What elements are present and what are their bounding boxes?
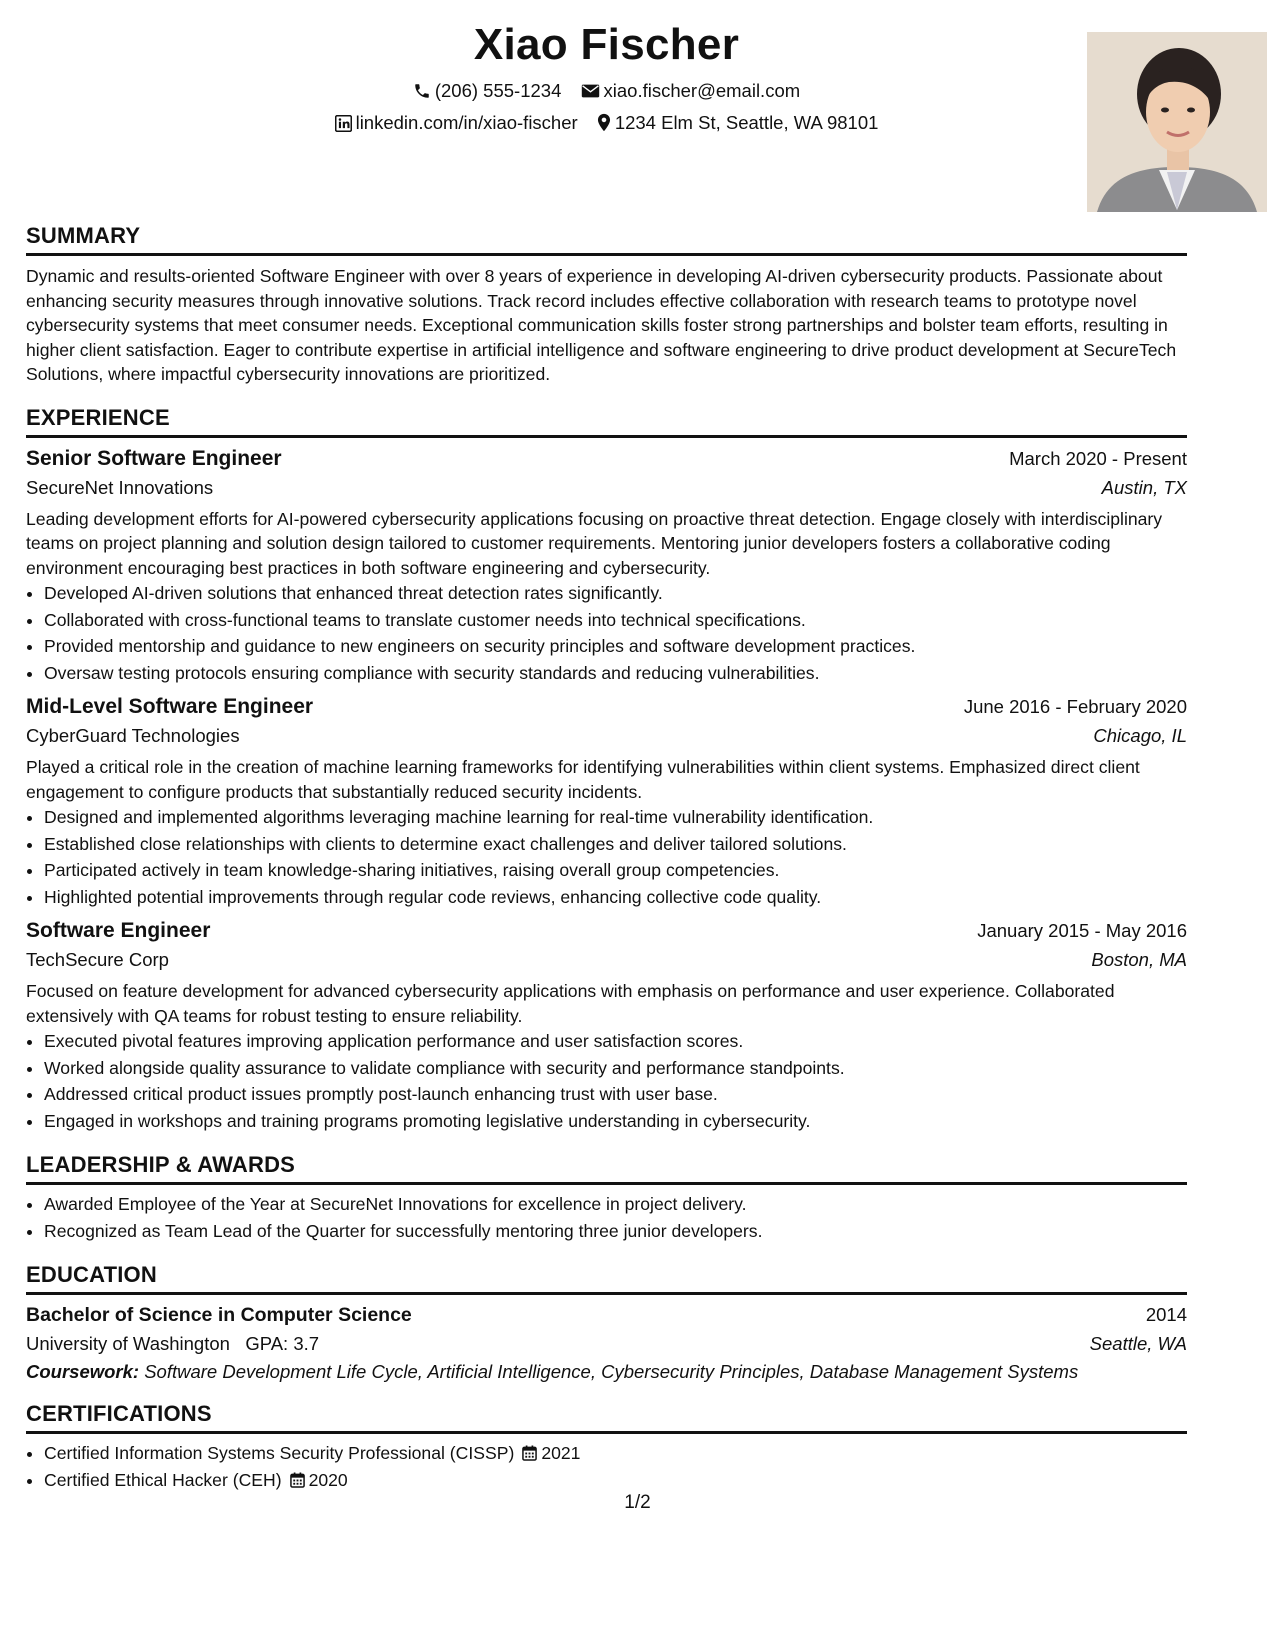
cert-year: 2021 [541,1443,581,1463]
job-entry [26,695,1187,910]
list-item: • Engaged in workshops and training programs promoting legislative understanding in cybersecurity. [44,1108,1187,1135]
contact-row-1 [26,80,1187,102]
certifications-heading: CERTIFICATIONS [26,1401,1187,1434]
degree-row [26,1304,1187,1327]
list-item: • Designed and implemented algorithms leveraging machine learning for real-time vulnerability identification. [44,804,1187,831]
job-title: Senior Software Engineer [26,446,282,470]
job-description: Leading development efforts for AI-powered cybersecurity applications focusing on proactive threat detection. Engage closely with interdisciplinary teams on project planning and solution design tailored to customer requirements. Mentoring junior developers fosters a collaborative coding environment encouraging best practices in both software engineering and cybersecurity. [26,508,1163,578]
summary-heading: SUMMARY [26,223,1187,256]
gpa: GPA: 3.7 [245,1333,320,1354]
leadership-list [26,1191,1187,1244]
education-heading: EDUCATION [26,1262,1187,1295]
job-company: TechSecure Corp [26,949,169,970]
list-item: • Recognized as Team Lead of the Quarter for successfully mentoring three junior developers. [44,1218,1187,1245]
contact-phone [413,80,562,102]
job-date: June 2016 - February 2020 [963,696,1187,717]
coursework-label: Coursework: [26,1361,140,1382]
job-company: CyberGuard Technologies [26,725,240,746]
profile-photo [1087,32,1267,212]
job-title: Mid-Level Software Engineer [26,695,314,718]
contact-row-2 [26,112,1187,134]
job-location: Austin, TX [1101,476,1187,498]
certifications-list [26,1440,1187,1493]
phone-text: (206) 555-1234 [434,80,562,101]
contact-linkedin[interactable] [335,112,578,134]
school-line [26,1333,319,1355]
linkedin-icon [335,115,352,132]
envelope-icon [581,82,600,100]
summary-text: Dynamic and results-oriented Software Engineer with over 8 years of experience in developing AI-driven cybersecurity products. Passionate about enhancing security measures through innovative solutions. Track record includes effective collaboration with research teams to prototype novel cybersecurity systems that meet consumer needs. Exceptional communication skills foster strong partnerships and bolster team efforts, resulting in higher client satisfaction. Eager to contribute expertise in artificial intelligence and software engineering to drive product development at SecureTech Solutions, where impactful cybersecurity innovations are prioritized. [26,266,1177,384]
graduation-year: 2014 [1145,1304,1187,1325]
resume-header [26,0,1187,205]
list-item: • Highlighted potential improvements through regular code reviews, enhancing collective code quality. [44,884,1187,911]
address-text: 1234 Elm St, Seattle, WA 98101 [614,112,879,133]
contact-email[interactable] [581,80,801,102]
calendar-icon [290,1472,305,1488]
school-location: Seattle, WA [1089,1333,1187,1354]
list-item [44,1440,1187,1467]
list-item: • Collaborated with cross-functional teams to translate customer needs into technical specifications. [44,607,1187,634]
job-title-row [26,919,1187,943]
leadership-heading: LEADERSHIP & AWARDS [26,1152,1187,1185]
page-number: 1/2 [624,1492,651,1513]
calendar-icon [522,1445,537,1461]
education-entry [26,1304,1187,1383]
experience-heading: EXPERIENCE [26,405,1187,438]
job-title: Software Engineer [26,919,211,942]
job-company-row [26,943,1187,971]
list-item: • Awarded Employee of the Year at SecureNet Innovations for excellence in project delivery. [44,1191,1187,1218]
job-date: March 2020 - Present [1009,447,1187,469]
school-name: University of Washington [26,1333,230,1354]
contact-address [597,112,879,134]
list-item: • Participated actively in team knowledge-sharing initiatives, raising overall group competencies. [44,857,1187,884]
list-item: • Executed pivotal features improving application performance and user satisfaction scores. [44,1028,1187,1055]
linkedin-text: linkedin.com/in/xiao-fischer [355,112,578,133]
email-text: xiao.fischer@email.com [603,80,801,101]
list-item: • Worked alongside quality assurance to validate compliance with security and performance standpoints. [44,1055,1187,1082]
list-item: • Addressed critical product issues promptly post-launch enhancing trust with user base. [44,1081,1187,1108]
job-bullets [26,804,1187,910]
list-item [44,1467,1187,1494]
job-company-row [26,471,1187,499]
job-title-row [26,447,1187,471]
degree: Bachelor of Science in Computer Science [26,1304,412,1326]
map-pin-icon [597,113,611,132]
cert-name: Certified Information Systems Security Professional (CISSP) [44,1443,515,1463]
job-entry [26,447,1187,687]
list-item: • Established close relationships with clients to determine exact challenges and deliver tailored solutions. [44,831,1187,858]
job-company: SecureNet Innovations [26,476,214,498]
list-item: • Provided mentorship and guidance to new engineers on security principles and software development practices. [44,633,1187,660]
coursework [26,1361,1187,1383]
job-bullets [26,580,1187,686]
job-description: Focused on feature development for advanced cybersecurity applications with emphasis on performance and user experience. Collaborated extensively with QA teams for robust testing to ensure reliability. [26,981,1115,1026]
job-company-row [26,719,1187,747]
cert-year: 2020 [308,1469,348,1490]
phone-icon [413,82,431,100]
list-item: • Developed AI-driven solutions that enhanced threat detection rates significantly. [44,580,1187,607]
job-date: January 2015 - May 2016 [977,920,1187,941]
candidate-name: Xiao Fischer [473,20,740,69]
job-title-row [26,695,1187,719]
job-entry [26,919,1187,1134]
school-row [26,1327,1187,1355]
list-item: • Oversaw testing protocols ensuring compliance with security standards and reducing vulnerabilities. [44,660,1187,687]
coursework-text: Software Development Life Cycle, Artificial Intelligence, Cybersecurity Principles, Database Management Systems [144,1361,1079,1382]
job-bullets [26,1028,1187,1134]
job-location: Chicago, IL [1093,725,1187,746]
cert-name: Certified Ethical Hacker (CEH) [44,1469,282,1490]
job-description: Played a critical role in the creation of machine learning frameworks for identifying vulnerabilities within client systems. Emphasized direct client engagement to configure products that substantially reduced security incidents. [26,757,1140,802]
job-location: Boston, MA [1091,949,1187,970]
